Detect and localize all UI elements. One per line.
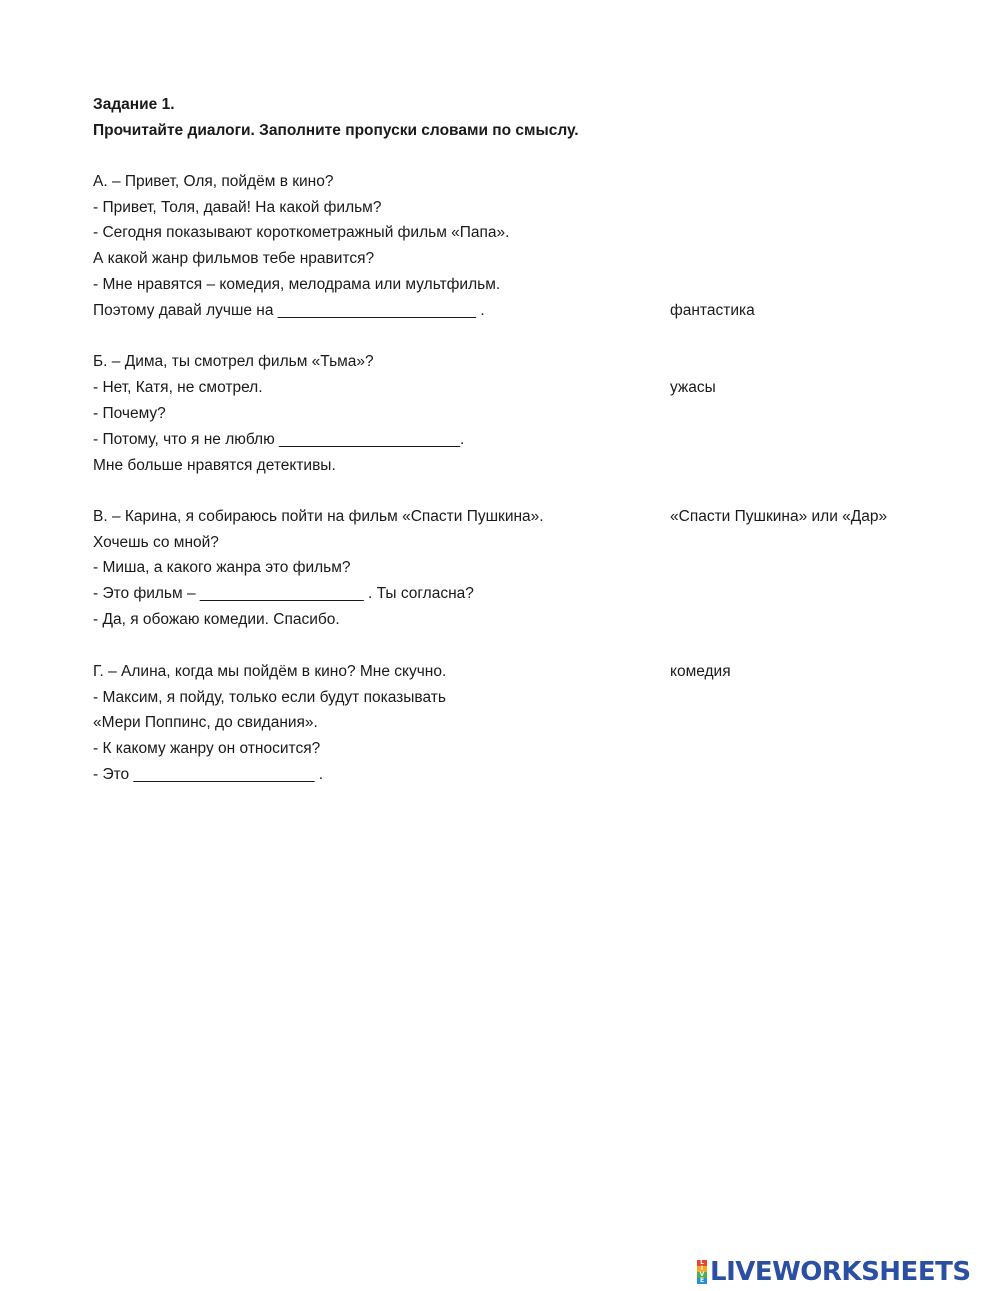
dialogue-g-blank-line: - Это _____________________ . xyxy=(93,766,324,783)
dialogue-v-line-1: В. – Карина, я собираюсь пойти на фильм «Спасти Пушкина». xyxy=(93,508,544,525)
dialogue-b-blank-line: - Потому, что я не люблю _____________________. xyxy=(93,431,465,448)
dialogue-a-line-3: - Сегодня показывают короткометражный фильм «Папа». xyxy=(93,224,510,241)
task-instruction: Прочитайте диалоги. Заполните пропуски словами по смыслу. xyxy=(93,122,579,139)
answer-option-3[interactable]: «Спасти Пушкина» или «Дар» xyxy=(670,508,888,525)
answer-option-2[interactable]: ужасы xyxy=(670,379,716,396)
answer-option-4[interactable]: комедия xyxy=(670,663,731,680)
dialogue-a-line-4: А какой жанр фильмов тебе нравится? xyxy=(93,250,375,267)
live-letter-l: L xyxy=(697,1260,707,1266)
live-letter-e: E xyxy=(697,1278,707,1284)
dialogue-v-line-5: - Да, я обожаю комедии. Спасибо. xyxy=(93,611,340,628)
dialogue-g-line-3: «Мери Поппинс, до свидания». xyxy=(93,714,318,731)
dialogue-b-line-2: - Нет, Катя, не смотрел. xyxy=(93,379,263,396)
dialogue-a-blank-line: Поэтому давай лучше на _______________________ . xyxy=(93,302,485,319)
dialogue-g-line-1: Г. – Алина, когда мы пойдём в кино? Мне скучно. xyxy=(93,663,447,680)
dialogue-a-line-1: А. – Привет, Оля, пойдём в кино? xyxy=(93,173,334,190)
dialogue-b-line-5: Мне больше нравятся детективы. xyxy=(93,457,336,474)
live-letter-i: I xyxy=(697,1266,707,1272)
dialogue-v-blank-line: - Это фильм – ___________________ . Ты согласна? xyxy=(93,585,474,602)
liveworksheets-logo xyxy=(697,1257,971,1287)
dialogue-b-line-1: Б. – Дима, ты смотрел фильм «Тьма»? xyxy=(93,353,374,370)
dialogue-v-line-3: - Миша, а какого жанра это фильм? xyxy=(93,559,351,576)
live-badge-icon xyxy=(697,1260,707,1284)
dialogue-b-line-3: - Почему? xyxy=(93,405,166,422)
task-title: Задание 1. xyxy=(93,96,175,113)
dialogue-g-line-2: - Максим, я пойду, только если будут показывать xyxy=(93,689,446,706)
dialogue-a-line-2: - Привет, Толя, давай! На какой фильм? xyxy=(93,199,382,216)
dialogue-g-line-4: - К какому жанру он относится? xyxy=(93,740,321,757)
dialogue-v-line-2: Хочешь со мной? xyxy=(93,534,219,551)
answer-option-1[interactable]: фантастика xyxy=(670,302,755,319)
live-letter-v: V xyxy=(697,1272,707,1278)
dialogue-a-line-5: - Мне нравятся – комедия, мелодрама или мультфильм. xyxy=(93,276,501,293)
logo-text: LIVEWORKSHEETS xyxy=(710,1257,971,1287)
